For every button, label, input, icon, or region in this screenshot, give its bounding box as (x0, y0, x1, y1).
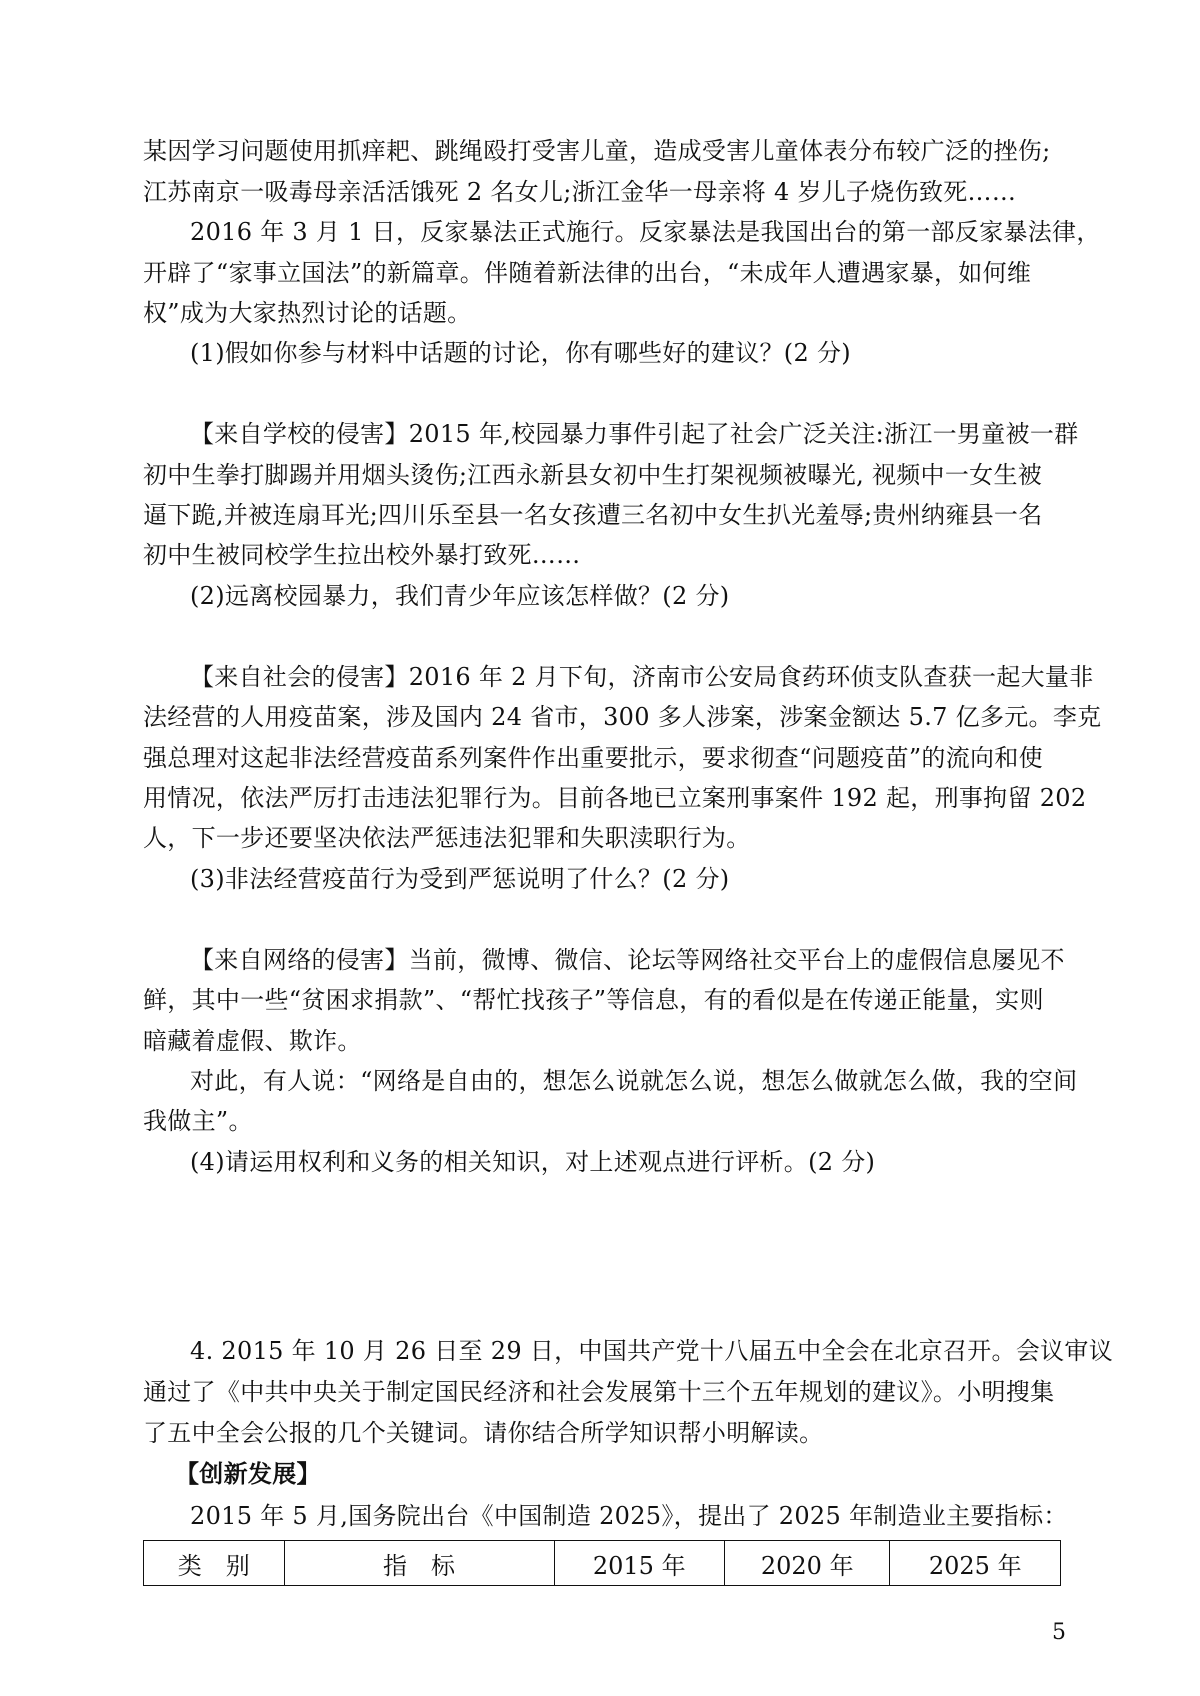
text-line: 用情况，依法严厉打击违法犯罪行为。目前各地已立案刑事案件 192 起，刑事拘留 202 (143, 783, 1087, 812)
text-line: 权”成为大家热烈讨论的话题。 (143, 298, 472, 327)
table-intro: 2015 年 5 月,国务院出台《中国制造 2025》，提出了 2025 年制造业主要指标： (190, 1502, 1068, 1530)
text-line: 鲜，其中一些“贫困求捐款”、“帮忙找孩子”等信息，有的看似是在传递正能量，实则 (143, 986, 1044, 1015)
text-line: 开辟了“家事立国法”的新篇章。伴随着新法律的出台，“未成年人遭遇家暴，如何维 (143, 258, 1032, 287)
text-line: 【来自网络的侵害】当前，微博、微信、论坛等网络社交平台上的虚假信息屡见不 (190, 945, 1065, 974)
page-number: 5 (1052, 1620, 1066, 1645)
text-line: 通过了《中共中央关于制定国民经济和社会发展第十三个五年规划的建议》。小明搜集 (143, 1378, 1055, 1406)
text-line: 对此，有人说：“网络是自由的，想怎么说就怎么说，想怎么做就怎么做，我的空间 (190, 1066, 1078, 1095)
question-2: (2)远离校园暴力，我们青少年应该怎样做？(2 分) (190, 581, 730, 610)
text-line: 某因学习问题使用抓痒耙、跳绳殴打受害儿童，造成受害儿童体表分布较广泛的挫伤; (143, 137, 1051, 166)
section-heading: 【创新发展】 (175, 1459, 321, 1488)
text-line: 初中生被同校学生拉出校外暴打致死…… (143, 541, 581, 570)
table-header: 2015 年 (554, 1541, 724, 1586)
text-line: 2016 年 3 月 1 日，反家暴法正式施行。反家暴法是我国出台的第一部反家暴法律， (190, 218, 1101, 247)
text-line: 【来自社会的侵害】2016 年 2 月下旬，济南市公安局食药环侦支队查获一起大量非 (190, 662, 1094, 691)
question-4-main: 4. 2015 年 10 月 26 日至 29 日，中国共产党十八届五中全会在北京召开。会议审议 (190, 1337, 1114, 1365)
text-line: 【来自学校的侵害】2015 年,校园暴力事件引起了社会广泛关注:浙江一男童被一群 (190, 420, 1079, 449)
text-line: 法经营的人用疫苗案，涉及国内 24 省市，300 多人涉案，涉案金额达 5.7 亿多元。李克 (143, 703, 1102, 732)
table-header: 2020 年 (724, 1541, 890, 1586)
table-header: 类 别 (144, 1541, 285, 1586)
table-header: 2025 年 (890, 1541, 1061, 1586)
question-3: (3)非法经营疫苗行为受到严惩说明了什么？(2 分) (190, 864, 730, 893)
text-line: 逼下跪,并被连扇耳光;四川乐至县一名女孩遭三名初中女生扒光羞辱;贵州纳雍县一名 (143, 501, 1043, 530)
question-4: (4)请运用权利和义务的相关知识，对上述观点进行评析。(2 分) (190, 1147, 876, 1176)
text-line: 了五中全会公报的几个关键词。请你结合所学知识帮小明解读。 (143, 1419, 824, 1447)
text-line: 强总理对这起非法经营疫苗系列案件作出重要批示，要求彻查“问题疫苗”的流向和使 (143, 743, 1043, 772)
question-1: (1)假如你参与材料中话题的讨论，你有哪些好的建议？(2 分) (190, 339, 851, 368)
text-line: 我做主”。 (143, 1107, 253, 1136)
text-line: 江苏南京一吸毒母亲活活饿死 2 名女儿;浙江金华一母亲将 4 岁儿子烧伤致死…… (143, 177, 1017, 206)
text-line: 人，下一步还要坚决依法严惩违法犯罪和失职渎职行为。 (143, 824, 751, 853)
text-line: 暗藏着虚假、欺诈。 (143, 1026, 362, 1055)
indicator-table (143, 1540, 1061, 1586)
table-header: 指 标 (284, 1541, 554, 1586)
text-line: 初中生拳打脚踢并用烟头烫伤;江西永新县女初中生打架视频被曝光, 视频中一女生被 (143, 460, 1043, 489)
